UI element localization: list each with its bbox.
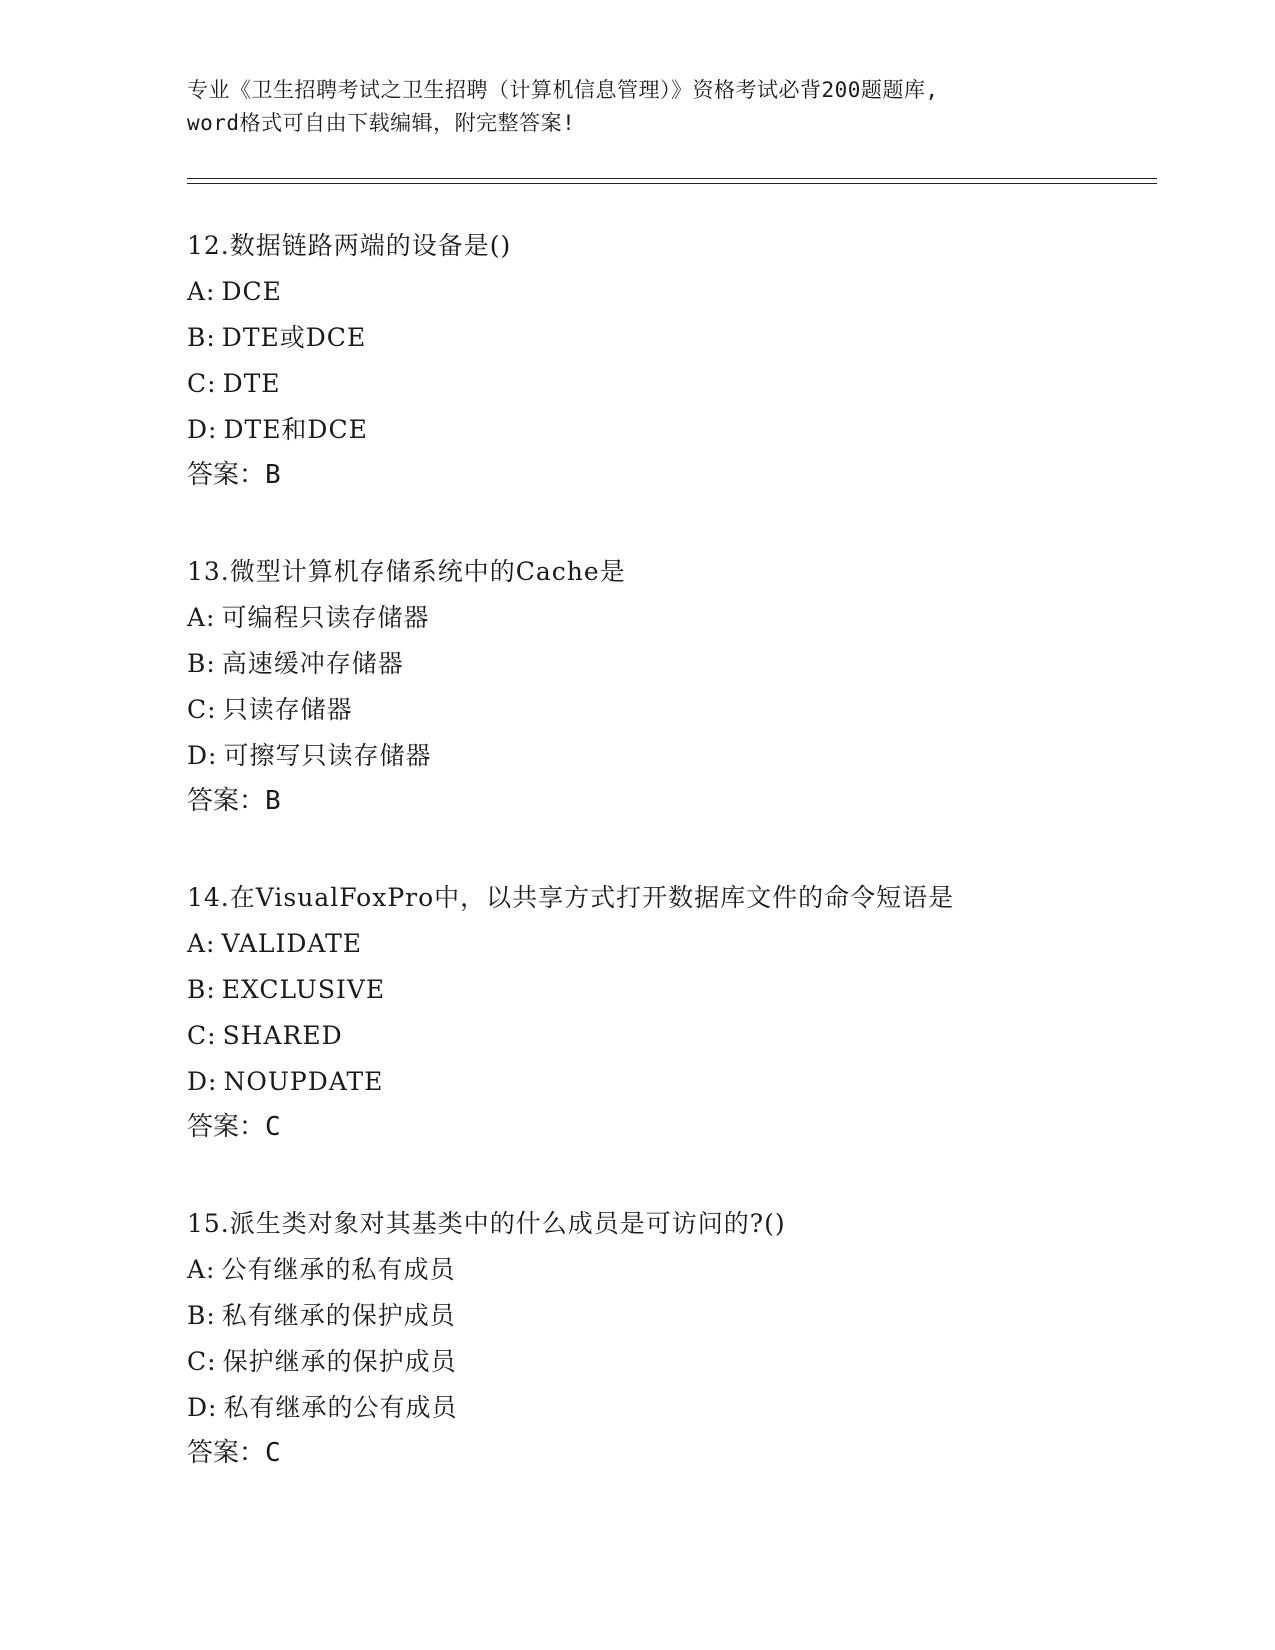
option-b: B: 私有继承的保护成员 xyxy=(187,1301,456,1330)
question-13 xyxy=(187,549,1187,823)
question-15 xyxy=(187,1201,1187,1475)
answer: 答案：B xyxy=(187,460,281,490)
option-a: A: 可编程只读存储器 xyxy=(187,603,430,632)
document-header xyxy=(187,74,1087,140)
question-title: 13.微型计算机存储系统中的Cache是 xyxy=(187,557,626,586)
answer: 答案：C xyxy=(187,1112,281,1142)
option-d: D: 可擦写只读存储器 xyxy=(187,741,432,770)
option-c: C: 保护继承的保护成员 xyxy=(187,1347,457,1376)
option-c: C: SHARED xyxy=(187,1021,343,1050)
option-c: C: DTE xyxy=(187,369,281,398)
header-line-2: word格式可自由下载编辑，附完整答案! xyxy=(187,111,576,135)
option-d: D: DTE和DCE xyxy=(187,415,368,444)
option-d: D: 私有继承的公有成员 xyxy=(187,1393,458,1422)
option-b: B: DTE或DCE xyxy=(187,323,367,352)
answer: 答案：B xyxy=(187,786,281,816)
option-a: A: VALIDATE xyxy=(187,929,363,958)
header-line-1: 专业《卫生招聘考试之卫生招聘（计算机信息管理）》资格考试必背200题题库, xyxy=(187,78,939,102)
answer: 答案：C xyxy=(187,1438,281,1468)
option-a: A: DCE xyxy=(187,277,282,306)
option-a: A: 公有继承的私有成员 xyxy=(187,1255,456,1284)
question-title: 14.在VisualFoxPro中，以共享方式打开数据库文件的命令短语是 xyxy=(187,883,955,912)
question-14 xyxy=(187,875,1187,1149)
option-b: B: EXCLUSIVE xyxy=(187,975,386,1004)
header-divider xyxy=(187,178,1157,184)
option-c: C: 只读存储器 xyxy=(187,695,353,724)
option-d: D: NOUPDATE xyxy=(187,1067,384,1096)
question-title: 15.派生类对象对其基类中的什么成员是可访问的?() xyxy=(187,1209,786,1238)
question-title: 12.数据链路两端的设备是() xyxy=(187,231,512,260)
question-12 xyxy=(187,223,1187,497)
option-b: B: 高速缓冲存储器 xyxy=(187,649,404,678)
